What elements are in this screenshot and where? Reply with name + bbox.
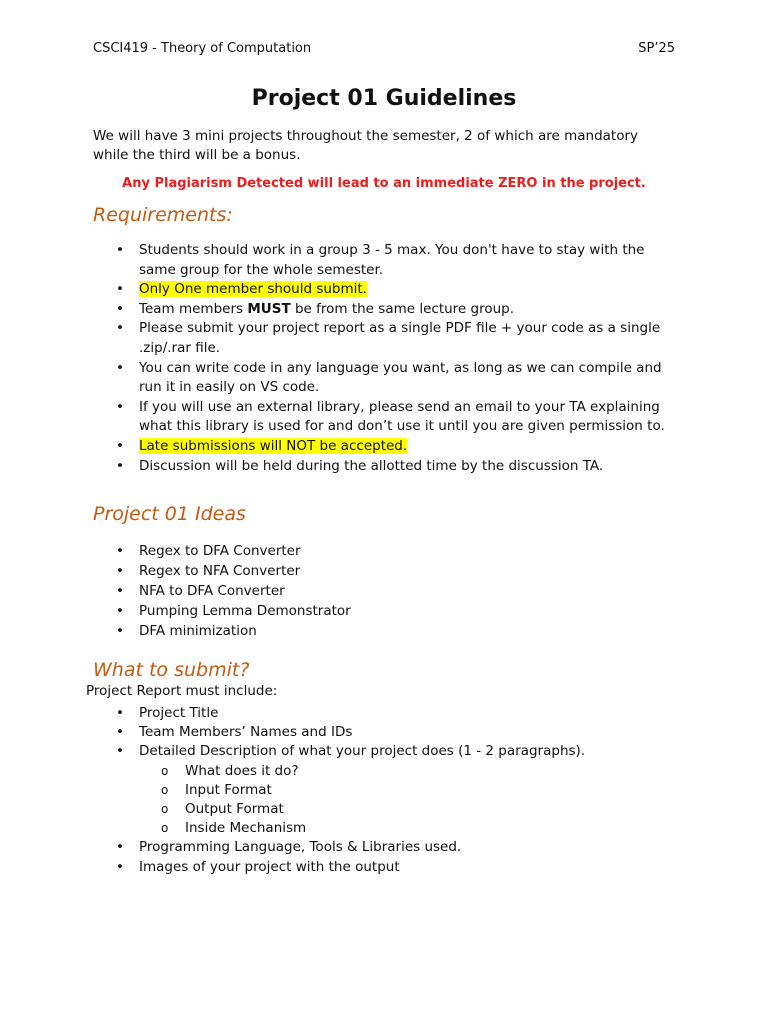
list-item	[93, 280, 678, 300]
list-item: • Students should work in a group 3 - 5 max. You don't have to stay with the same group for the whole semester.	[116, 242, 645, 278]
bullet-icon: •	[116, 563, 124, 579]
requirements-heading: Requirements:	[93, 204, 233, 226]
list-item: • Programming Language, Tools & Libraries used.	[93, 838, 678, 857]
bullet-icon: •	[116, 437, 124, 454]
plagiarism-warning: Any Plagiarism Detected will lead to an immediate ZERO in the project.	[122, 176, 646, 191]
intro-paragraph: We will have 3 mini projects throughout the semester, 2 of which are mandatory while the third will be a bonus.	[93, 128, 639, 163]
bullet-icon: •	[116, 543, 124, 559]
list-item	[93, 437, 678, 457]
list-item: • Regex to DFA Converter	[116, 543, 301, 559]
page-title: Project 01 Guidelines	[251, 86, 517, 111]
circle-bullet-icon: o	[161, 802, 169, 817]
list-item: • Images of your project with the output	[93, 858, 678, 877]
emphasis-text: MUST	[247, 300, 291, 317]
bullet-icon: •	[116, 623, 124, 639]
submit-list	[93, 704, 678, 877]
circle-bullet-icon: o	[161, 782, 169, 797]
bullet-icon: •	[116, 705, 124, 721]
bullet-icon: •	[116, 603, 124, 619]
bullet-icon: •	[116, 281, 124, 298]
course-header: CSCI419 - Theory of Computation	[93, 41, 312, 56]
circle-bullet-icon: o	[161, 763, 169, 778]
term-header: SP’25	[638, 41, 675, 56]
sublist-item: o Input Format	[139, 781, 678, 800]
list-item: • Project Title	[93, 704, 678, 723]
submit-heading: What to submit?	[93, 659, 250, 681]
list-item: • NFA to DFA Converter	[116, 583, 285, 599]
highlighted-text: Late submissions will NOT be accepted.	[139, 437, 408, 454]
bullet-icon: •	[116, 300, 124, 317]
list-item: • Please submit your project report as a single PDF file + your code as a single .zip/.rar file.	[116, 320, 661, 356]
list-item: • Team members MUST be from the same lecture group.	[93, 300, 678, 320]
list-item: • If you will use an external library, please send an email to your TA explaining what this library is used for and don’t use it until you are given permission to.	[116, 398, 665, 435]
bullet-icon: •	[116, 320, 124, 337]
list-item: • You can write code in any language you want, as long as we can compile and run it in easily on VS code.	[116, 359, 662, 396]
bullet-icon: •	[116, 839, 124, 856]
ideas-list	[93, 541, 678, 641]
bullet-icon: •	[116, 583, 124, 599]
bullet-icon: •	[116, 359, 124, 376]
list-item: • Discussion will be held during the allotted time by the discussion TA.	[93, 457, 678, 477]
circle-bullet-icon: o	[161, 821, 169, 836]
bullet-icon: •	[116, 457, 124, 474]
highlighted-text: Only One member should submit.	[139, 281, 367, 298]
bullet-icon: •	[116, 398, 124, 415]
sublist-item: o Output Format	[139, 800, 678, 819]
list-item: • Detailed Description of what your project does (1 - 2 paragraphs). o What does it do? o Input Format o Output Format o Inside Mechanism	[93, 742, 678, 838]
bullet-icon: •	[116, 858, 124, 875]
list-item: • Pumping Lemma Demonstrator	[116, 603, 351, 619]
ideas-heading: Project 01 Ideas	[93, 503, 246, 525]
list-item: • DFA minimization	[116, 623, 257, 639]
list-item: • Team Members’ Names and IDs	[93, 723, 678, 742]
description-sublist	[139, 762, 678, 839]
sublist-item: o What does it do?	[139, 762, 678, 781]
requirements-list	[93, 241, 678, 476]
bullet-icon: •	[116, 743, 124, 760]
bullet-icon: •	[116, 242, 124, 258]
list-item: • Regex to NFA Converter	[116, 563, 301, 579]
sublist-item: o Inside Mechanism	[139, 819, 678, 838]
report-label: Project Report must include:	[86, 683, 278, 699]
bullet-icon: •	[116, 724, 124, 741]
